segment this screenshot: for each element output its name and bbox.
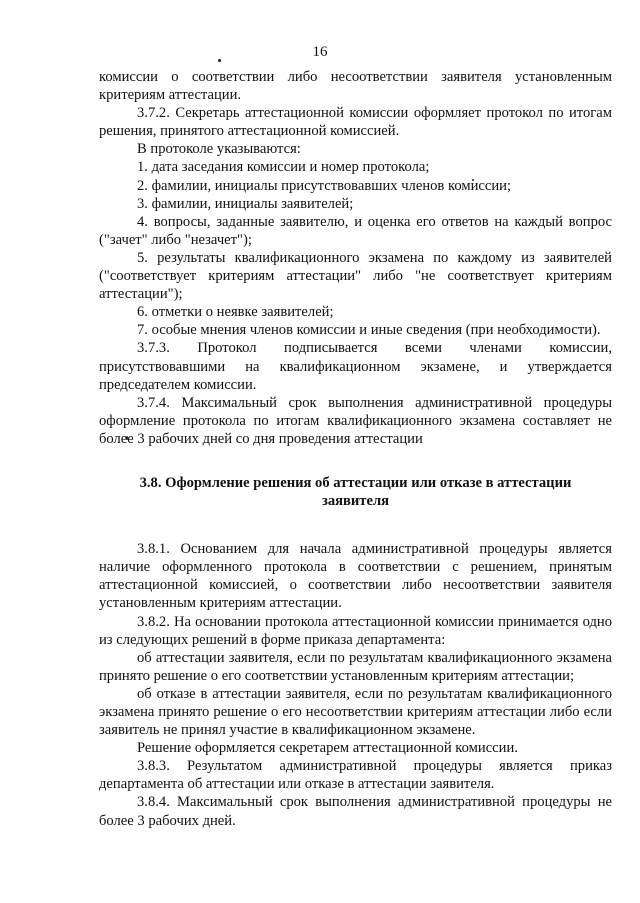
paragraph: В протоколе указываются: bbox=[137, 141, 301, 158]
paragraph: комиссии о соответствии либо несоответствии заявителя установленным критериям аттестации. bbox=[99, 69, 612, 104]
paragraph: 3.8.2. На основании протокола аттестационной комиссии принимается одно из следующих решений в форме приказа департамента: bbox=[99, 613, 612, 648]
list-item: 5. результаты квалификационного экзамена по каждому из заявителей ("соответствует критериям аттестации" либо "не соответствует критериям аттестации"); bbox=[99, 249, 612, 303]
paragraph: 3.7.2. Секретарь аттестационной комиссии оформляет протокол по итогам решения, принятого аттестационной комиссией. bbox=[99, 105, 612, 140]
list-item: 7. особые мнения членов комиссии и иные сведения (при необходимости). bbox=[137, 322, 601, 339]
paragraph: 3.8.4. Максимальный срок выполнения административной процедуры не более 3 рабочих дней. bbox=[99, 794, 612, 829]
section-heading-line: заявителя bbox=[321, 493, 390, 510]
paragraph: 3.7.3. Протокол подписывается всеми членами комиссии, присутствовавшими на квалификационном экзамене, и утверждается председателем комиссии. bbox=[99, 340, 612, 393]
section-heading bbox=[99, 474, 612, 510]
page-number: 16 bbox=[312, 44, 328, 60]
document-body bbox=[99, 68, 612, 830]
list-item: 2. фамилии, инициалы присутствовавших членов комиссии; bbox=[137, 177, 512, 194]
list-item: 4. вопросы, заданные заявителю, и оценка его ответов на каждый вопрос ("зачет" либо "незачет"); bbox=[99, 213, 612, 248]
paragraph: 3.8.1. Основанием для начала административной процедуры является наличие оформленного протокола в соответствии с решением, принятым аттестационной комиссией, о соответствии либо несоответствии заявителя установленным критериям аттестации. bbox=[99, 541, 612, 612]
list-item: 6. отметки о неявке заявителей; bbox=[137, 304, 334, 321]
paragraph: об аттестации заявителя, если по результатам квалификационного экзамена принято решение о его соответствии установленным критериям аттестации; bbox=[99, 649, 612, 684]
paragraph: Решение оформляется секретарем аттестационной комиссии. bbox=[137, 740, 518, 757]
list-item: 3. фамилии, инициалы заявителей; bbox=[137, 195, 354, 212]
section-heading-line: 3.8. Оформление решения об аттестации или отказе в аттестации bbox=[139, 474, 572, 491]
paragraph: 3.8.3. Результатом административной процедуры является приказ департамента об аттестации или отказе в аттестации заявителя. bbox=[99, 758, 612, 793]
paragraph: 3.7.4. Максимальный срок выполнения административной процедуры оформление протокола по итогам квалификационного экзамена составляет не более 3 рабочих дней со дня проведения аттестации bbox=[99, 394, 612, 447]
list-item: 1. дата заседания комиссии и номер протокола; bbox=[137, 159, 430, 176]
paragraph: об отказе в аттестации заявителя, если по результатам квалификационного экзамена принято решение о его несоответствии критериям аттестации либо если заявитель не принял участие в квалификационном экзамене. bbox=[99, 685, 612, 739]
